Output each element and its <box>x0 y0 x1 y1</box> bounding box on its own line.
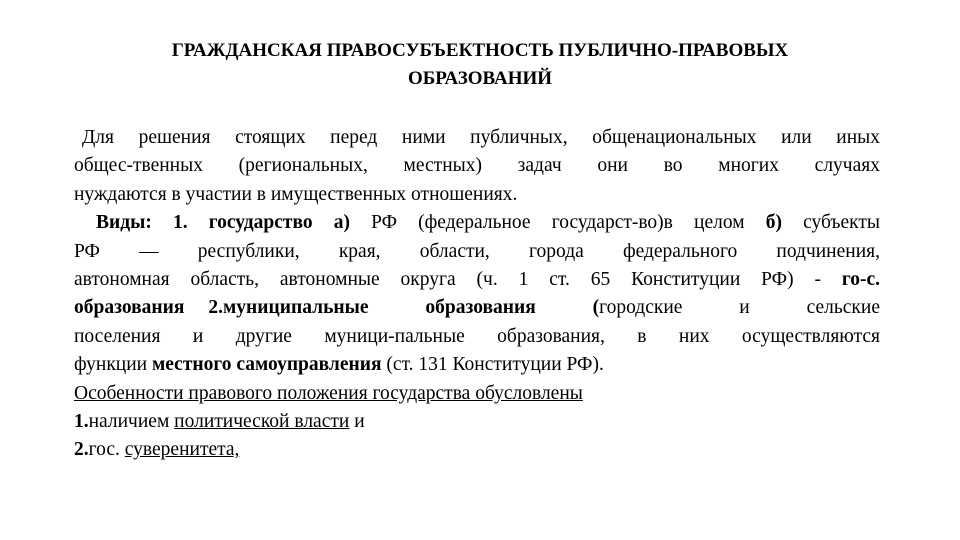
features-heading: Особенности правового положения государства обусловлены <box>74 382 583 404</box>
types-line-4-text: городские и сельские <box>599 297 880 319</box>
types-line-6-text-2: (ст. 131 Конституции РФ). <box>381 354 604 376</box>
item-1-number: 1. <box>74 411 89 433</box>
municipal-formations-label: 2.муниципальные образования ( <box>208 297 600 319</box>
item-1-tail: и <box>349 411 365 433</box>
types-line-1 <box>74 209 880 237</box>
b-marker: б) <box>765 212 782 234</box>
title-line-1: ГРАЖДАНСКАЯ ПРАВОСУБЪЕКТНОСТЬ ПУБЛИЧНО-ПРАВОВЫХ <box>171 40 789 61</box>
types-line-6 <box>74 351 880 379</box>
item-1-text: наличием <box>88 411 175 433</box>
item-2-number: 2. <box>74 439 89 461</box>
local-self-government-label: местного самоуправления <box>152 354 382 376</box>
types-line-3-text: автономная область, автономные округа (ч. 1 ст. 65 Конституции РФ) - <box>74 269 842 291</box>
types-line-4 <box>74 294 880 322</box>
sovereignty-text: суверенитета, <box>124 439 240 461</box>
para1-line-2: общес-твенных (региональных, местных) задач они во многих случаях <box>74 155 880 177</box>
page-title <box>60 37 900 93</box>
types-line-2: РФ — республики, края, области, города федерального подчинения, <box>74 240 880 262</box>
title-line-2: ОБРАЗОВАНИЙ <box>407 68 553 89</box>
body-text <box>74 124 880 465</box>
para1-line-3: нуждаются в участии в имущественных отношениях. <box>74 183 518 205</box>
types-line-3 <box>74 266 880 294</box>
types-line-3-bold: го-с. <box>841 269 880 291</box>
rf-federal-text: РФ (федеральное государст-во)в целом <box>349 212 766 234</box>
types-line-5: поселения и другие муници-пальные образования, в них осуществляются <box>74 325 880 347</box>
types-line-6-text-1: функции <box>74 354 152 376</box>
features-item-1 <box>74 408 880 436</box>
para1-line-1: Для решения стоящих перед ними публичных, общенациональных или иных <box>82 127 880 148</box>
item-2-text: гос. <box>88 439 125 461</box>
types-label: Виды: 1. государство а) <box>96 212 350 234</box>
subjects-text: субъекты <box>781 212 880 234</box>
political-power-text: политической власти <box>174 411 350 433</box>
features-item-2 <box>74 436 880 464</box>
state-formations-label: образования <box>74 297 185 319</box>
